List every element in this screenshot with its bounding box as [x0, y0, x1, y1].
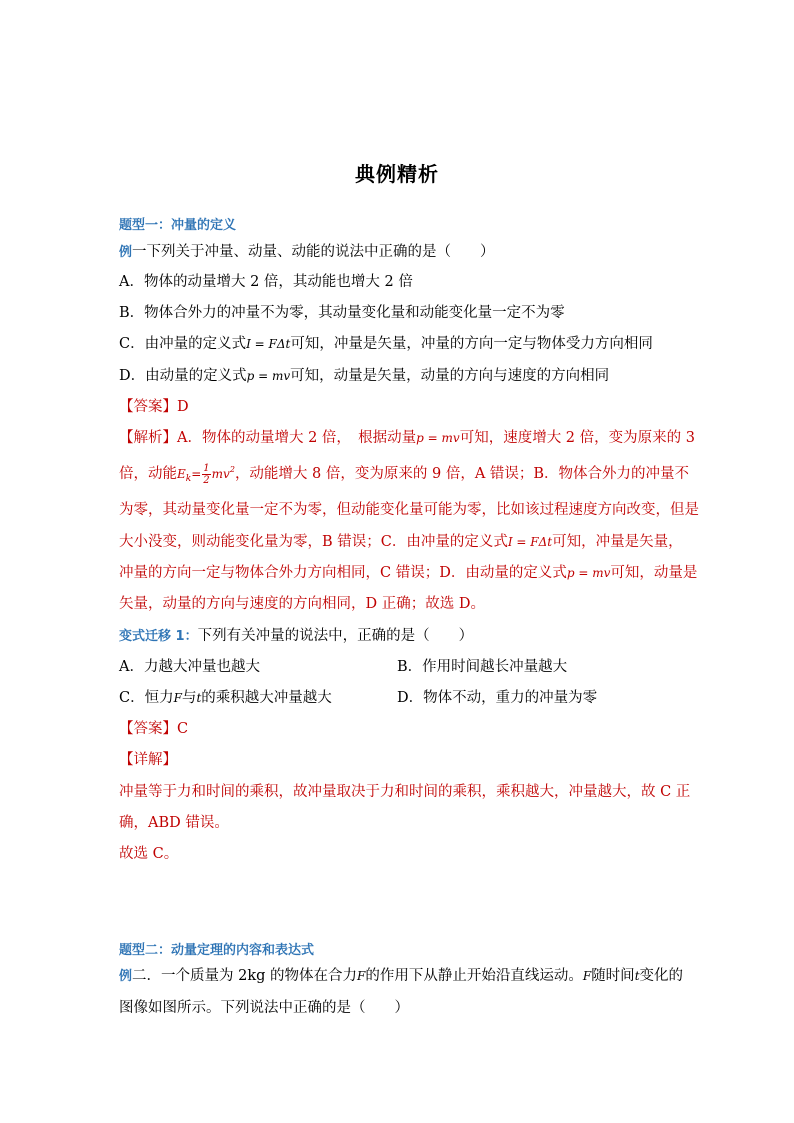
fraction-numerator: 1	[203, 463, 210, 474]
example-text: 的作用下从静止开始沿直线运动。	[365, 968, 583, 984]
formula-symbol: F	[582, 969, 592, 983]
answer-label: 【答案】	[119, 721, 177, 737]
analysis-text: 倍，动能	[119, 466, 177, 482]
fraction-denominator: 2	[203, 475, 210, 486]
formula-kinetic-energy: $E_k=$ $\frac{1}{2}$ $mv^2$	[177, 463, 235, 486]
option-d-pre: D．由动量的定义式	[119, 368, 247, 384]
option-c-post: 可知，冲量是矢量，冲量的方向一定与物体受力方向相同	[290, 336, 653, 352]
example-text: 二．一个质量为 2kg 的物体在合力	[132, 968, 358, 984]
analysis-text: 大小没变，则动能变化量为零，B 错误；C．由冲量的定义式	[119, 534, 508, 550]
formula-momentum: p = mv	[416, 431, 460, 445]
example-question	[119, 242, 495, 263]
analysis-line-6: 矢量，动量的方向与速度的方向相同，D 正确；故选 D。	[119, 596, 485, 612]
analysis-line-3: 为零，其动量变化量一定不为零，但动能变化量可能为零，比如该过程速度方向改变，但是	[119, 502, 699, 518]
option-a: A．物体的动量增大 2 倍，其动能也增大 2 倍	[119, 274, 413, 290]
example-text: 变化的	[639, 968, 684, 984]
section-heading: 题型一：冲量的定义	[119, 218, 237, 233]
answer-line	[119, 397, 189, 417]
detail-line-1: 冲量等于力和时间的乘积，故冲量取决于力和时间的乘积，乘积越大，冲量越大，故 C 正	[119, 784, 691, 800]
formula-momentum: p = mv	[566, 566, 611, 580]
variant-text: 与	[181, 690, 197, 706]
variant-option-c	[119, 688, 332, 708]
formula-subscript: k	[185, 474, 192, 484]
formula-symbol: t	[634, 969, 640, 983]
analysis-line-5	[119, 563, 697, 583]
analysis-text: 冲量的方向一定与物体合外力方向相同，C 错误；D．由动量的定义式	[119, 565, 567, 581]
analysis-line-1	[119, 428, 695, 448]
fraction	[202, 463, 210, 486]
formula-impulse: I = FΔt	[507, 535, 553, 549]
formula-symbol: F	[173, 691, 182, 705]
variant-option-a: A．力越大冲量也越大	[119, 659, 260, 675]
option-c	[119, 334, 653, 354]
option-d	[119, 366, 609, 386]
variant-label: 变式迁移 1：	[119, 629, 198, 644]
analysis-line-4	[119, 532, 683, 552]
formula-symbol: F	[357, 969, 366, 983]
variant-text: 的乘积越大冲量越大	[201, 690, 332, 706]
example-text: 随时间	[591, 968, 635, 984]
analysis-text: ，动能增大 8 倍，变为原来的 9 倍，A 错误；B．物体合外力的冲量不	[234, 466, 690, 482]
option-c-pre: C．由冲量的定义式	[119, 336, 247, 352]
variant-question	[119, 626, 473, 647]
option-d-post: 可知，动量是矢量，动量的方向与速度的方向相同	[290, 368, 610, 384]
analysis-text: 可知，冲量是矢量，	[552, 534, 683, 550]
formula-symbol: t	[196, 691, 202, 705]
page-title: 典例精析	[355, 162, 439, 186]
analysis-line-2	[119, 460, 689, 489]
example-label: 例	[119, 969, 133, 984]
formula-momentum: p = mv	[246, 369, 291, 383]
analysis-text: A．物体的动量增大 2 倍， 根据动量	[177, 430, 417, 446]
answer-value: C	[177, 721, 189, 737]
variant-option-b: B．作用时间越长冲量越大	[397, 659, 568, 675]
answer-label: 【答案】	[119, 399, 177, 415]
analysis-text: 可知，动量是	[610, 565, 698, 581]
formula-symbol: E	[177, 467, 186, 481]
detail-label: 【详解】	[119, 752, 177, 768]
variant-option-d: D．物体不动，重力的冲量为零	[397, 690, 598, 706]
section-heading: 题型二：动量定理的内容和表达式	[119, 943, 315, 958]
variant-text: 下列有关冲量的说法中，正确的是（ ）	[197, 628, 474, 644]
answer-value: D	[177, 399, 189, 415]
example-label: 例	[119, 245, 133, 260]
detail-line-3: 故选 C。	[119, 846, 179, 862]
example2-line-1	[119, 966, 683, 987]
option-b: B．物体合外力的冲量不为零，其动量变化量和动能变化量一定不为零	[119, 305, 565, 321]
example-text: 一下列关于冲量、动量、动能的说法中正确的是（ ）	[132, 244, 495, 260]
analysis-text: 可知，速度增大 2 倍，变为原来的 3	[459, 430, 695, 446]
formula-superscript: 2	[229, 465, 235, 474]
example2-line-2: 图像如图所示。下列说法中正确的是（ ）	[119, 1000, 409, 1016]
formula-impulse: I = FΔt	[246, 337, 291, 351]
variant-text: C．恒力	[119, 690, 174, 706]
variant-answer-line	[119, 719, 188, 739]
analysis-label: 【解析】	[119, 430, 177, 446]
formula-symbol: mv	[211, 467, 230, 481]
detail-line-2: 确，ABD 错误。	[119, 815, 229, 831]
